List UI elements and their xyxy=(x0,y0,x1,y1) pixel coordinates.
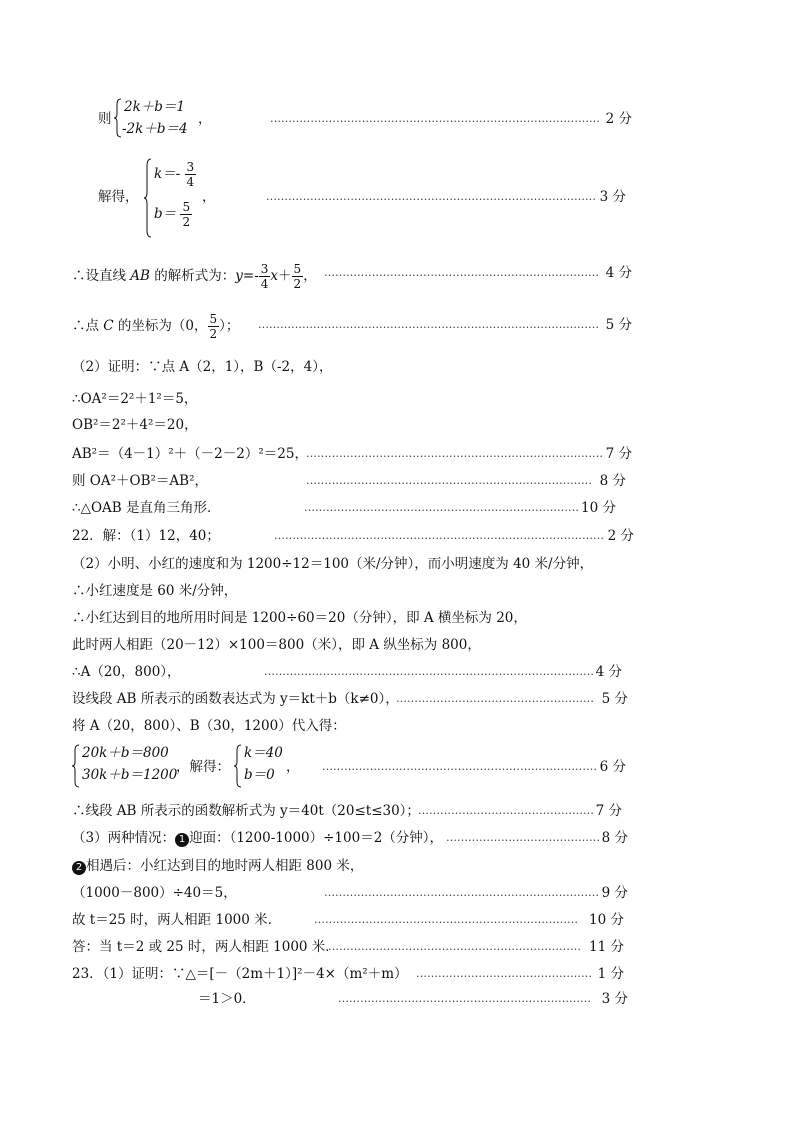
line-solution-kb: 解得， k＝- $\frac{3}{4}$ b＝ $\frac{5}{2}$ ， ……………………………………………………………………………… 3 分 xyxy=(98,156,626,240)
fraction: $\frac{3}{4}$ xyxy=(260,262,269,291)
dot-leader: ……………………………………………… xyxy=(396,692,594,705)
score-label: 10 分 xyxy=(589,912,624,928)
dot-leader: ……………………………………………………………………… xyxy=(306,447,603,460)
line-q22-systems: 20k＋b＝800 30k＋b＝1200 ，解得： k＝40 b＝0 ， ………………………………………………………………… 6 分 xyxy=(72,742,626,790)
brace-icon xyxy=(72,744,80,788)
equation-1: 2k＋b＝1 xyxy=(124,99,186,115)
line-q23-result: ＝1＞0． …………………………………………………………… 3 分 xyxy=(198,988,628,1010)
line-ab-expression: ∴设直线 AB 的解析式为：y=- $\frac{3}{4}$ x＋ $\frac{5}{2}$ ， ………………………………………………………………… 4 分 xyxy=(72,262,632,291)
line-q22-calc: （1000－800）÷40＝5， ………………………………………………………………… 9 分 xyxy=(72,882,628,904)
line-q22-part3: （3）两种情况： 1 迎面：（1200-1000）÷100＝2（分钟）， …………………………………… 8 分 xyxy=(72,827,628,849)
score-label: 9 分 xyxy=(601,885,628,901)
line-pythagoras: 则 OA²＋OB²＝AB²， …………………………………………………………………… 8 分 xyxy=(72,470,626,492)
line-q22-function: 设线段 AB 所表示的函数表达式为 y＝kt＋b（k≠0）， ……………………………………………… 5 分 xyxy=(72,688,628,710)
score-label: 10 分 xyxy=(581,500,616,516)
dot-leader: ……………………………………………………………… xyxy=(314,913,578,926)
dot-leader: ………………………………………………………………………………… xyxy=(258,318,599,331)
score-label: 8 分 xyxy=(601,830,628,846)
score-label: 1 分 xyxy=(597,966,624,982)
brace-icon xyxy=(114,98,122,138)
score-label: 4 分 xyxy=(595,664,622,680)
line-q22-time: ∴小红达到目的地所用时间是 1200÷60＝20（分钟），即 A 横坐标为 20， xyxy=(72,610,527,626)
score-label: 7 分 xyxy=(595,803,622,819)
score-label: 6 分 xyxy=(599,759,626,775)
line-proof-start: （2）证明：∵点 A（2，1），B（-2，4）， xyxy=(72,359,333,375)
circled-number: 2 xyxy=(72,861,86,875)
dot-leader: ………………………………………………………………… xyxy=(304,501,579,514)
line-q22-distance: 此时两人相距（20－12）×100＝800（米），即 A 纵坐标为 800， xyxy=(72,637,481,653)
dot-leader: ………………………………………………………………… xyxy=(324,266,599,279)
dot-leader: …………………………………………………………………… xyxy=(306,474,592,487)
dot-leader: …………………………………… xyxy=(446,831,600,844)
dot-leader: ………………………………………………………………… xyxy=(322,760,597,773)
line-ob-squared: OB²＝2²＋4²＝20， xyxy=(72,417,198,433)
dot-leader: ………………………………………………………………… xyxy=(324,886,599,899)
circled-number: 1 xyxy=(175,833,189,847)
dot-leader: ………………………………………… xyxy=(416,967,592,980)
line-right-triangle: ∴△OAB 是直角三角形． ………………………………………………………………… 10 分 xyxy=(72,497,616,519)
score-label: 3 分 xyxy=(599,189,626,205)
dot-leader: ……………………………………………………………………………… xyxy=(266,190,596,203)
score-label: 5 分 xyxy=(605,317,632,333)
line-q22-substitute: 将 A（20，800）、B（30，1200）代入得： xyxy=(72,718,346,734)
brace-icon xyxy=(144,158,152,238)
score-label: 7 分 xyxy=(605,446,632,462)
prefix-text: 则 xyxy=(98,111,112,127)
score-label: 5 分 xyxy=(601,691,628,707)
score-label: 4 分 xyxy=(605,265,632,281)
line-q22-answer: 答：当 t＝2 或 25 时，两人相距 1000 米． …………………………………………………………… 11 分 xyxy=(72,936,624,958)
line-q23-discriminant: 23．（1）证明：∵△＝[－（2m＋1）]²－4×（m²＋m） ………………………………………… 1 分 xyxy=(72,963,624,985)
line-q22-after-meet: 2 相遇后：小红达到目的地时两人相距 800 米， xyxy=(72,855,632,877)
dot-leader: …………………………………………………………… xyxy=(328,940,581,953)
line-point-c: ∴点 C 的坐标为（0， $\frac{5}{2}$ ）； ………………………………………………………………………………… 5 分 xyxy=(72,312,632,341)
line-q22-speed-sum: （2）小明、小红的速度和为 1200÷12＝100（米/分钟），而小明速度为 40 米/分钟， xyxy=(72,556,594,572)
line-q22-t25: 故 t＝25 时，两人相距 1000 米． ……………………………………………………………… 10 分 xyxy=(72,909,624,931)
equation-2: -2k＋b＝4 xyxy=(122,121,188,137)
fraction: $\frac{5}{2}$ xyxy=(182,200,191,229)
score-label: 2 分 xyxy=(607,528,634,544)
fraction: $\frac{3}{4}$ xyxy=(186,160,195,189)
score-label: 11 分 xyxy=(589,939,624,955)
score-label: 8 分 xyxy=(599,473,626,489)
line-q22-red-speed: ∴小红速度是 60 米/分钟， xyxy=(72,583,238,599)
dot-leader: ……………………………………………………………………………… xyxy=(274,529,604,542)
line-oa-squared: ∴OA²＝2²＋1²＝5， xyxy=(72,391,198,407)
dot-leader: ……………………………………………………………………………… xyxy=(264,665,594,678)
fraction: $\frac{5}{2}$ xyxy=(209,312,218,341)
brace-icon xyxy=(234,744,242,788)
dot-leader: ……………………………………………………………………………… xyxy=(270,112,600,125)
score-label: 2 分 xyxy=(605,111,632,127)
fraction: $\frac{5}{2}$ xyxy=(293,262,302,291)
line-q22-result: ∴线段 AB 所表示的函数解析式为 y＝40t（20≤t≤30）； ………………………………………… 7 分 xyxy=(72,800,622,822)
dot-leader: ………………………………………… xyxy=(418,804,594,817)
line-system-1: 则 2k＋b＝1 -2k＋b＝4 ， ……………………………………………………………………………… 2 分 xyxy=(98,96,632,140)
line-ab-squared: AB²＝（4－1）²＋（－2－2）²＝25， ……………………………………………………………………… 7 分 xyxy=(72,443,632,465)
line-q22-point-a: ∴A（20，800）， ……………………………………………………………………………… 4 分 xyxy=(72,661,622,683)
score-label: 3 分 xyxy=(601,991,628,1007)
line-q22-part1: 22．解：（1）12，40； ……………………………………………………………………………… 2 分 xyxy=(72,525,634,547)
dot-leader: …………………………………………………………… xyxy=(338,992,591,1005)
